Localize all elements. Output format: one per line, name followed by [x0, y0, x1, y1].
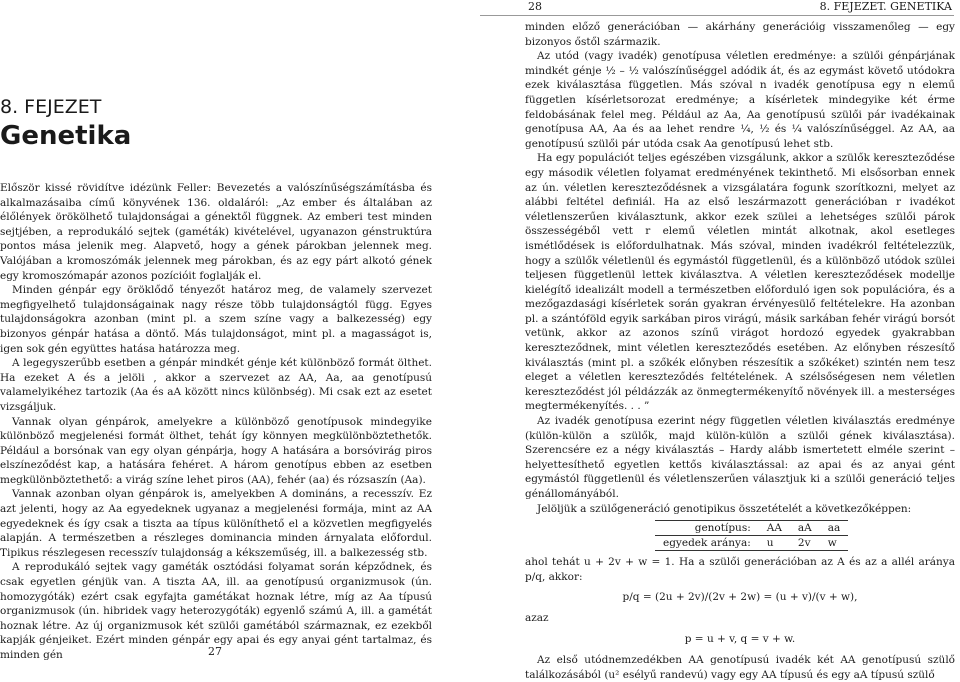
left-paragraph: Először kissé rövidítve idézünk Feller: Bevezetés a valószínűségszámításba és alkalmazásaiba című könyvének 136. oldaláról: „Az ember és általában az élőlények örökölhető tulajdonságai a génektől függnek. Az emberi test minden sejtjében, a reprodukáló sejtek (gaméták) kivételével, ugyanazon génstruktúra pontos mása jelenik meg. Alapvető, hogy a gének párokban jelennek meg. Valójában a kromoszómák jelennek meg párokban, és az egy párt alkotó gének egy kromoszómapár azonos pozícióit foglalják el. [0, 182, 432, 282]
equation: p/q = (2u + 2v)/(2v + 2w) = (u + v)/(v + w), [622, 591, 858, 604]
table-row [655, 521, 848, 536]
right-paragraph: Az ivadék genotípusa ezerint négy független véletlen kiválasztás eredménye (külön-külön a szülők, majd külön-külön a szülői gének kiválasztása). Szerencsére ez a négy kiválasztás – Hardy alább ismertetett elméle szerint – helyettesíthető egyetlen kettős kiválasztással: az apai és az anyai gént egymástól függetlenül és véletlenszerűen választjuk ki a szülői generáció teljes génállományából. [525, 415, 955, 500]
left-paragraph: Minden génpár egy öröklődő tényezőt határoz meg, de valamely szervezet megfigyelhető tulajdonságainak nagy része több tulajdonságtól függ. Egyes tulajdonságokra azonban (mint pl. a szem színe vagy a balkezesség) egy bizonyos génpár hatása a döntő. Más tulajdonságot, mint pl. a magasságot is, igen sok gén együttes hatása határozza meg. [0, 284, 432, 355]
right-paragraph: minden előző generációban — akárhány generációig visszamenőleg — egy bizonyos őstől származik. [525, 21, 955, 48]
table-cell: 2v [790, 536, 820, 551]
right-paragraph: Az első utódnemzedékben AA genotípusú ivadék két AA genotípusú szülő találkozásából (u² esélyű randevú) vagy egy AA típusú és egy aA típusú szülő [525, 653, 955, 681]
header-rule [480, 15, 954, 16]
left-paragraph: A reprodukáló sejtek vagy gaméták osztódási folyamat során képződnek, és csak egyetlen génjük van. A tiszta AA, ill. aa genotípusú organizmusok (ún. homozygóták) ezért csak egyfajta gamétákat hoznak létre, míg az Aa típusú organizmusok (ún. hibridek vagy heterozygóták) egyenlő számú A, ill. a gamétát hoznak létre. Az új organizmusok két szülői gamétából származnak, ez ezekből kapják génjeiket. Ezért minden génpár egy apai és egy anyai gént tartalmaz, és minden gén [0, 561, 432, 661]
table-cell: AA [759, 521, 790, 536]
table-cell: u [759, 536, 790, 551]
right-paragraph: Az utód (vagy ivadék) genotípusa véletlen eredménye: a szülői génpárjának mindkét génje ½ – ½ valószínűséggel adódik át, és az egymást követő utódokra ezek kiválasztása független. Más szóval n ivadék genotípusa egy n elemű független kísérletsorozat eredménye; a kísérletek mindegyike két érme feldobásának felel meg. Például az Aa, Aa genotípusú szülői pár ivadékainak genotípusa AA, Aa és aa lehet rendre ¼, ½ és ¼ valószínűséggel. Az AA, aa genotípusú szülői pár utóda csak Aa genotípusú lehet stb. [525, 50, 955, 150]
left-paragraph: A legegyszerűbb esetben a génpár mindkét génje két különböző formát ölthet. Ha ezeket A és a jelöli , akkor a szervezet az AA, Aa, aa genotípusú valamelyikéhez tartozik (Aa és aA között nincs különbség). Mi csak ezt az esetet vizsgáljuk. [0, 357, 432, 413]
genotype-table [655, 520, 848, 551]
table-cell: genotípus: [655, 521, 759, 536]
header-page-number: 28 [528, 0, 542, 13]
header-running-title: 8. FEJEZET. GENETIKA [819, 0, 952, 13]
left-paragraph: Vannak azonban olyan génpárok is, amelyekben A domináns, a recesszív. Ez azt jelenti, hogy az Aa egyedeknek ugyanaz a megjelenési formája, mint az AA egyedeknek és így csak a tiszta aa típus különíthető el a közvetlen megfigyelés alapján. A természetben a részleges dominancia minden árnyalata előfordul. Tipikus részlegesen recesszív tulajdonság a kékszeműség, ill. a balkezesség stb. [0, 488, 432, 559]
right-paragraph: Jelöljük a szülőgeneráció genotipikus összetételét a következőképpen: [537, 502, 912, 515]
chapter-title: Genetika [0, 121, 132, 151]
right-paragraph: ahol tehát u + 2v + w = 1. Ha a szülői generációban az A és az a allél aránya p/q, akkor: [525, 556, 955, 583]
equation: p = u + v, q = v + w. [684, 632, 796, 645]
table-cell: egyedek aránya: [655, 536, 759, 551]
left-column [0, 97, 432, 663]
right-paragraph: Ha egy populációt teljes egészében vizsgálunk, akkor a szülők kereszteződése egy második véletlen folyamat eredményének tekinthető. Mi elsősorban ennek az ún. véletlen kereszteződésnek a vizsgálatára fogunk szorítkozni, melyet az alábbi feltétel definiál. Ha az első leszármazott generációban r ivadékot véletlenszerűen kiválasztunk, akkor ezek szülei a lehetséges szülői párok összességéből vett r elemű véletlen mintát alkotnak, akol esetleges ismétlődések is előfordulhatnak. Más szóval, minden ivadékról feltételezzük, hogy a szülők véletlenül és egymástól függetlenül, és a különböző utódok szülei teljesen függetlenül lettek kiválasztva. A véletlen kereszteződések modellje kielégítő idealizált modell a természetben előforduló igen sok populációra, és a mezőgazdasági kísérletek során gyakran érvényesülő feltételekre. Ha azonban pl. a szántóföld egyik sarkában piros virágú, másik sarkában fehér virágú borsót vetünk, akkor az azonos színű virágot hordozó egyedek gyakrabban kereszteződnek, mint véletlen kereszteződés esetében. Az előnyben részesítő kiválasztás (mint pl. a szőkék előnyben részesítik a szőkéket) szintén nem tesz eleget a véletlen kereszteződés feltételének. A szélsőségesen nem véletlen kereszteződést jól példázzák az önmegtermékenyítő növények ill. a mesterséges megtermékenyítés. . . ” [525, 152, 955, 413]
right-column [525, 20, 955, 682]
table-cell: w [820, 536, 849, 551]
chapter-label: 8. FEJEZET [0, 96, 102, 118]
table-cell: aA [790, 521, 820, 536]
table-cell: aa [820, 521, 849, 536]
table-row [655, 536, 848, 551]
footer-page-number: 27 [208, 645, 222, 658]
left-paragraph: Vannak olyan génpárok, amelyekre a különböző genotípusok mindegyike különböző megjelenési formát ölthet, tehát így könnyen megkülönböztethetők. Például a borsónak van egy olyan génpárja, hogy A hatására a borsóvirág piros elszíneződést kap, a hatására fehéret. A három genotípus ebben az esetben megkülönböztethető: a virág színe lehet piros (AA), fehér (aa) és rózsaszín (Aa). [0, 415, 432, 486]
azaz-text: azaz [525, 612, 549, 625]
running-header [480, 0, 960, 14]
